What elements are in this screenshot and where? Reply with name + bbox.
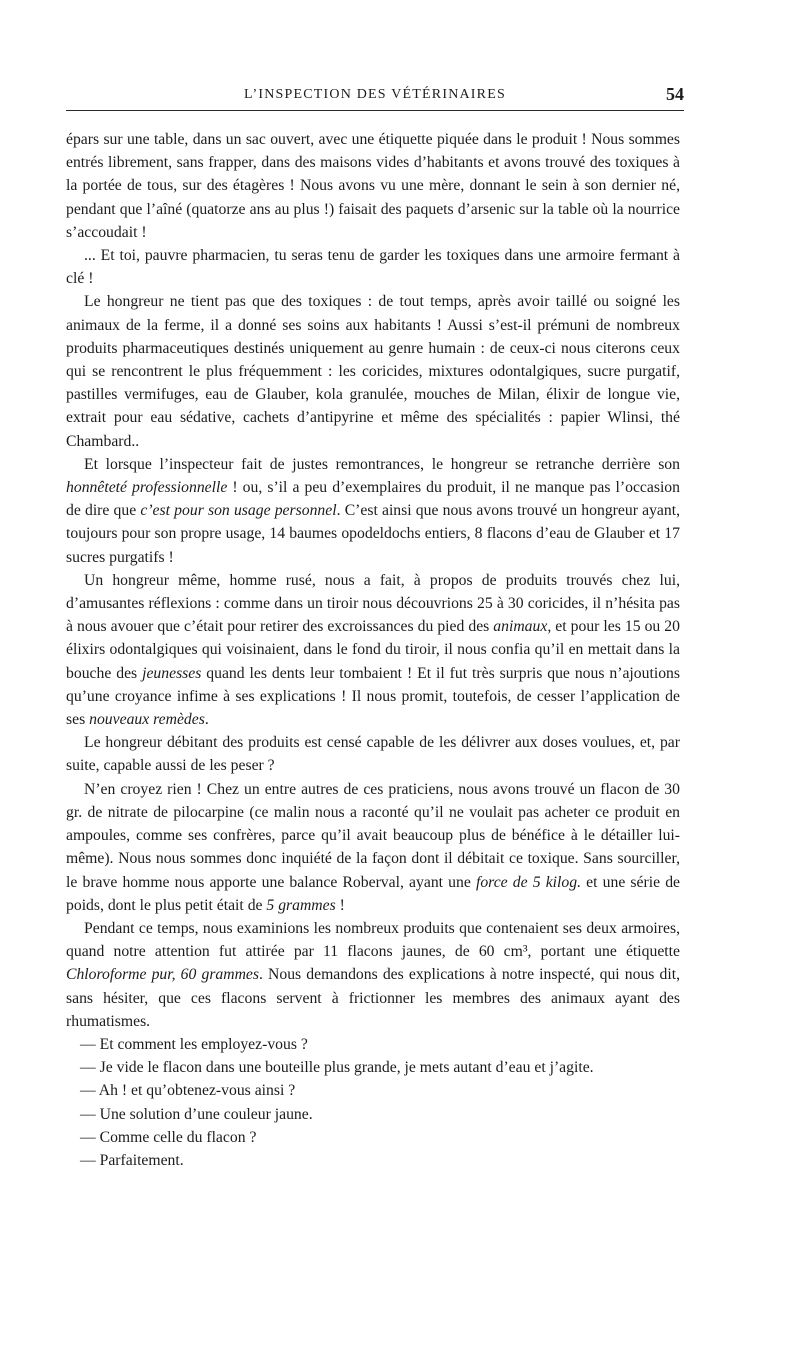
running-title: L’INSPECTION DES VÉTÉRINAIRES xyxy=(244,87,506,102)
paragraph xyxy=(66,917,680,1033)
paragraph-text: Le hongreur débitant des produits est censé capable de les délivrer aux doses voulues, et, par suite, capable aussi de les peser ? xyxy=(66,734,680,775)
italic-phrase: 5 grammes xyxy=(266,896,336,914)
italic-phrase: c’est pour son usage personnel xyxy=(140,502,337,520)
paragraph-text: ! ou, s’il a peu d’exemplaires du produit, il ne manque pas l’occasion de dire que xyxy=(66,479,680,520)
paragraph xyxy=(66,778,680,917)
running-header xyxy=(66,84,684,116)
italic-phrase: Chloroforme pur, 60 grammes xyxy=(66,966,259,984)
dialogue-line: — Et comment les employez-vous ? xyxy=(80,1035,308,1053)
paragraph-text: . Nous demandons des explications à notre inspecté, qui nous dit, sans hésiter, que ces flacons servent à frictionner les membres des animaux ayant des rhumatismes. xyxy=(66,966,681,1030)
paragraph-text: . C’est ainsi que nous avons trouvé un hongreur ayant, toujours pour son propre usage, 14 baumes opodeldochs entiers, 8 flacons d’eau de Glauber et 17 sucres purgatifs ! xyxy=(66,502,680,566)
paragraph-text: ! xyxy=(335,896,345,914)
header-rule xyxy=(66,110,684,111)
paragraph-text: quand les dents leur tombaient ! Et il fut très surpris que nous n’ajoutions qu’une croyance infime à ses explications ! Il nous promit, toutefois, de cesser l’application de ses xyxy=(66,664,680,729)
italic-phrase: force de 5 kilog. xyxy=(475,873,582,891)
italic-phrase: nouveaux remèdes xyxy=(89,711,205,729)
paragraph xyxy=(66,244,680,290)
paragraph xyxy=(66,731,680,777)
italic-phrase: honnêteté professionnelle xyxy=(66,479,228,497)
paragraph xyxy=(66,569,680,731)
paragraph-text: N’en croyez rien ! Chez un entre autres de ces praticiens, nous avons trouvé un flacon de 30 gr. de nitrate de pilocarpine (ce malin nous a raconté qu’il ne voulait pas acheter ce produit en ampoules, comme ses confrères, parce qu’il avait beaucoup plus de bénéfice à le détailler lui-même). Nous nous sommes donc inquiété de la façon dont il débitait ce toxique. Sans sourciller, le brave homme nous apporte une balance Roberval, ayant une xyxy=(66,780,680,891)
paragraph-text: , et pour les 15 ou 20 élixirs odontalgiques qui voisinaient, dans le fond du tiroir, il nous confia qu’il en mettait dans la bouche des xyxy=(66,618,680,682)
italic-phrase: animaux xyxy=(493,618,548,636)
paragraph-text: épars sur une table, dans un sac ouvert, avec une étiquette piquée dans le produit ! Nous sommes entrés librement, sans frapper, dans des maisons vides d’habitants et avons trouvé des toxiques à la portée de tous, sur des étagères ! Nous avons vu une mère, donnant le sein à son dernier né, pendant que l’aîné (quatorze ans au plus !) faisait des paquets d’arsenic sur la table où la nourrice s’accoudait ! xyxy=(66,131,680,241)
paragraph-text: . xyxy=(204,711,209,729)
paragraph xyxy=(66,290,680,452)
page-number: 54 xyxy=(666,84,684,104)
paragraph-text: Le hongreur ne tient pas que des toxiques : de tout temps, après avoir taillé ou soigné les animaux de la ferme, il a donné ses soins aux habitants ! Aussi s’est-il prémuni de nombreux produits pharmaceutiques destinés uniquement au genre humain : de ceux-ci nous citerons ceux qui se rencontrent le plus fréquemment : les coricides, mixtures odontalgiques, sucre purgatif, pastilles vermifuges, eau de Glauber, kola granulée, mouches de Milan, élixir de longue vie, extrait pour eau sédative, cachets d’antipyrine et même des spécialités : papier Wlinsi, thé Chambard.. xyxy=(66,293,680,450)
paragraph-continuation xyxy=(66,128,680,244)
paragraph-text: Pendant ce temps, nous examinions les nombreux produits que contenaient ses deux armoires, quand notre attention fut attirée par 11 flacons jaunes, de 60 cm³, portant une étiquette xyxy=(66,919,680,961)
dialogue-line: — Une solution d’une couleur jaune. xyxy=(80,1105,313,1123)
paragraph-text: et une série de poids, dont le plus petit était de xyxy=(66,873,680,914)
paragraph-text: ... Et toi, pauvre pharmacien, tu seras tenu de garder les toxiques dans une armoire fermant à clé ! xyxy=(66,247,680,288)
dialogue-line: — Comme celle du flacon ? xyxy=(80,1128,257,1146)
paragraph-text: Et lorsque l’inspecteur fait de justes remontrances, le hongreur se retranche derrière son xyxy=(84,455,680,473)
body-text xyxy=(66,128,680,1172)
paragraph xyxy=(66,453,680,569)
paragraph-text: Un hongreur même, homme rusé, nous a fait, à propos de produits trouvés chez lui, d’amusantes réflexions : comme dans un tiroir nous découvrions 25 à 30 coricides, il n’hésita pas à nous avouer que c’était pour retirer des excroissances du pied des xyxy=(66,571,680,636)
dialogue-line: — Je vide le flacon dans une bouteille plus grande, je mets autant d’eau et j’agite. xyxy=(80,1059,594,1077)
dialogue-line: — Parfaitement. xyxy=(80,1151,184,1169)
dialogue-line: — Ah ! et qu’obtenez-vous ainsi ? xyxy=(80,1082,296,1100)
italic-phrase: jeunesses xyxy=(142,664,202,682)
